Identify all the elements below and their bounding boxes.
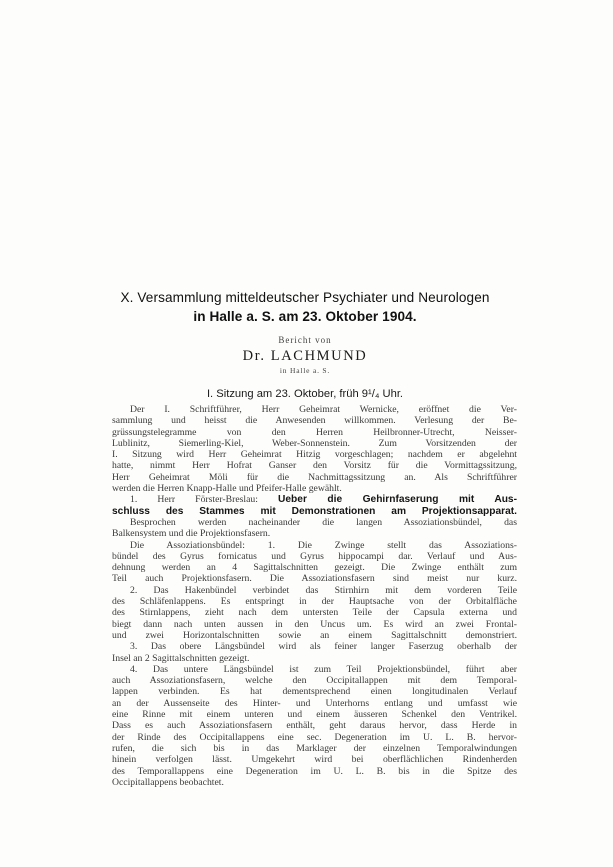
report-by-label: Bericht von bbox=[278, 335, 332, 345]
text-line: Die Assoziationsbündel: 1. Die Zwinge stellt das Assoziations- bbox=[130, 539, 517, 551]
text-line: Besprochen werden nacheinander die langen Assoziationsbündel, das bbox=[130, 516, 517, 528]
text-line: Lublinitz, Siemerling-Kiel, Weber-Sonnenstein. Zum Vorsitzenden der bbox=[112, 437, 517, 449]
text-line: bündel des Gyrus fornicatus und Gyrus hippocampi dar. Verlauf und Aus- bbox=[112, 550, 517, 562]
text-line: biegt dann nach unten aussen in den Uncus um. Es wird an zwei Frontal- bbox=[112, 618, 517, 630]
text-line: Balkensystem und die Projektionsfasern. bbox=[112, 528, 271, 540]
text-line: 3. Das obere Längsbündel wird als feiner langer Faserzug oberhalb der bbox=[130, 641, 517, 653]
article-heading bbox=[70, 288, 540, 326]
text-line: Occipitallappens beobachtet. bbox=[112, 776, 224, 788]
text-line: Dass es auch Assoziationsfasern enthält, geht daraus hervor, dass Herde in bbox=[112, 720, 517, 732]
text-line: an der Aussenseite des Hinter- und Unterhorns entlang und umfasst wie bbox=[112, 697, 517, 709]
text-line: 4. Das untere Längsbündel ist zum Teil Projektionsbündel, führt aber bbox=[130, 663, 517, 675]
text-line: des Schläfenlappens. Es entspringt in der Hauptsache von der Orbitalfläche bbox=[112, 596, 517, 608]
text-line: 2. Das Hakenbündel verbindet das Stirnhirn mit dem vorderen Teile bbox=[130, 584, 517, 596]
text-line: Insel an 2 Sagittalschnitten gezeigt. bbox=[112, 652, 250, 664]
lecture-title-line: schluss des Stammes mit Demonstrationen am Projektionsapparat. bbox=[112, 505, 517, 517]
text-line: grüssungstelegramme von den Herren Heilbronner-Utrecht, Neisser- bbox=[112, 426, 517, 438]
text-line: werden die Herren Knapp-Halle und Pfeifer-Halle gewählt. bbox=[112, 483, 342, 495]
text-line: sammlung und heisst die Anwesenden willkommen. Verlesung der Be- bbox=[112, 415, 517, 427]
heading-line-1: X. Versammlung mitteldeutscher Psychiater und Neurologen bbox=[120, 290, 490, 305]
text-line: des Temporallappens eine Degeneration im U. L. B. bis in die Spitze des bbox=[112, 765, 517, 777]
text-line: und zwei Horizontalschnitten sowie an einem Sagittalschnitt demonstriert. bbox=[112, 629, 517, 641]
author-place: in Halle a. S. bbox=[279, 366, 331, 375]
text-line: der Rinde des Occipitallappens eine sec. Degeneration im U. L. B. hervor- bbox=[112, 731, 517, 743]
text-line: eine Rinne mit einem unteren und einem äusseren Schenkel den Ventrikel. bbox=[112, 709, 517, 721]
text-line: des Stirnlappens, zieht nach dem untersten Teile der Capsula externa und bbox=[112, 607, 517, 619]
text-line: Der I. Schriftführer, Herr Geheimrat Wernicke, eröffnet die Ver- bbox=[130, 404, 517, 415]
heading-line-2: in Halle a. S. am 23. Oktober 1904. bbox=[193, 309, 417, 324]
author-name: Dr. LACHMUND bbox=[242, 348, 368, 364]
text-line: lappen verbinden. Es hat dementsprechend einen longitudinalen Verlauf bbox=[112, 686, 517, 698]
text-line: hatte, nimmt Herr Hofrat Ganser den Vorsitz für die Vormittagssitzung, bbox=[112, 460, 517, 472]
text-line: dehnung werden an 4 Sagittalschnitten gezeigt. Die Zwinge enthält zum bbox=[112, 562, 517, 574]
text-line: I. Sitzung wird Herr Geheimrat Hitzig vorgeschlagen; nachdem er abgelehnt bbox=[112, 449, 517, 461]
session-title: I. Sitzung am 23. Oktober, früh 9¹/₄ Uhr. bbox=[206, 388, 404, 400]
text-line: Herr Geheimrat Möli für die Nachmittagssitzung an. Als Schriftführer bbox=[112, 471, 517, 483]
text-line: hinein verfolgen lässt. Umgekehrt wird bei oberflächlichen Rindenherden bbox=[112, 754, 517, 766]
speaker-label: 1. Herr Förster-Breslau: bbox=[130, 494, 279, 506]
body-text bbox=[112, 404, 517, 788]
text-line: auch Assoziationsfasern, welche den Occipitallappen mit dem Temporal- bbox=[112, 675, 517, 687]
text-line: rufen, die sich bis in das Marklager der einzelnen Temporalwindungen bbox=[112, 742, 517, 754]
lecture-title-line bbox=[112, 494, 517, 505]
text-line: Teil auch Projektionsfasern. Die Assoziationsfasern sind meist nur kurz. bbox=[112, 573, 517, 585]
lecture-title: Ueber die Gehirnfaserung mit Aus- bbox=[278, 494, 517, 506]
